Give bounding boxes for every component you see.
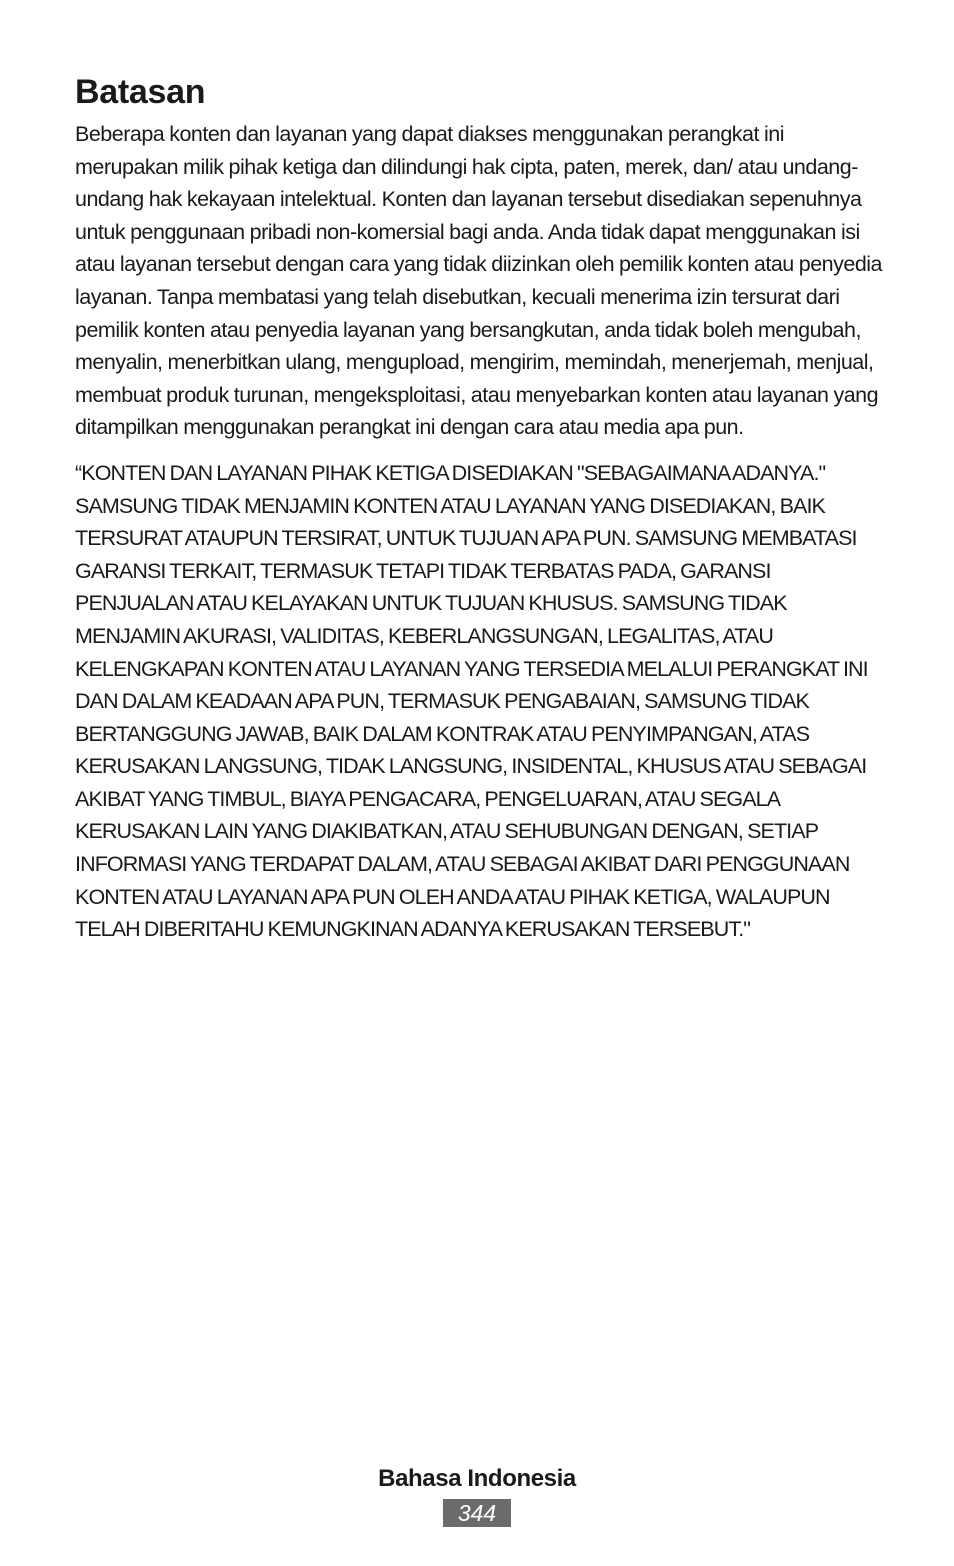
page-number-container	[0, 1499, 954, 1527]
section-title: Batasan	[75, 73, 206, 111]
page-number: 344	[443, 1499, 511, 1527]
footer-language: Bahasa Indonesia	[378, 1465, 576, 1492]
disclaimer-paragraph: “KONTEN DAN LAYANAN PIHAK KETIGA DISEDIAKAN "SEBAGAIMANA ADANYA." SAMSUNG TIDAK MENJAMIN KONTEN ATAU LAYANAN YANG DISEDIAKAN, BAIK TERSURAT ATAUPUN TERSIRAT, UNTUK TUJUAN APA PUN. SAMSUNG MEMBATASI GARANSI TERKAIT, TERMASUK TETAPI TIDAK TERBATAS PADA, GARANSI PENJUALAN ATAU KELAYAKAN UNTUK TUJUAN KHUSUS. SAMSUNG TIDAK MENJAMIN AKURASI, VALIDITAS, KEBERLANGSUNGAN, LEGALITAS, ATAU KELENGKAPAN KONTEN ATAU LAYANAN YANG TERSEDIA MELALUI PERANGKAT INI DAN DALAM KEADAAN APA PUN, TERMASUK PENGABAIAN, SAMSUNG TIDAK BERTANGGUNG JAWAB, BAIK DALAM KONTRAK ATAU PENYIMPANGAN, ATAS KERUSAKAN LANGSUNG, TIDAK LANGSUNG, INSIDENTAL, KHUSUS ATAU SEBAGAI AKIBAT YANG TIMBUL, BIAYA PENGACARA, PENGELUARAN, ATAU SEGALA KERUSAKAN LAIN YANG DIAKIBATKAN, ATAU SEHUBUNGAN DENGAN, SETIAP INFORMASI YANG TERDAPAT DALAM, ATAU SEBAGAI AKIBAT DARI PENGGUNAAN KONTEN ATAU LAYANAN APA PUN OLEH ANDA ATAU PIHAK KETIGA, WALAUPUN TELAH DIBERITAHU KEMUNGKINAN ADANYA KERUSAKAN TERSEBUT."	[75, 460, 868, 942]
main-content	[75, 72, 887, 946]
page-footer	[0, 1462, 954, 1527]
body-paragraph: Beberapa konten dan layanan yang dapat diakses menggunakan perangkat ini merupakan milik pihak ketiga dan dilindungi hak cipta, paten, merek, dan/ atau undang-undang hak kekayaan intelektual. Konten dan layanan tersebut disediakan sepenuhnya untuk penggunaan pribadi non-komersial bagi anda. Anda tidak dapat menggunakan isi atau layanan tersebut dengan cara yang tidak diizinkan oleh pemilik konten atau penyedia layanan. Tanpa membatasi yang telah disebutkan, kecuali menerima izin tersurat dari pemilik konten atau penyedia layanan yang bersangkutan, anda tidak boleh mengubah, menyalin, menerbitkan ulang, mengupload, mengirim, memindah, menerjemah, menjual, membuat produk turunan, mengeksploitasi, atau menyebarkan konten atau layanan yang ditampilkan menggunakan perangkat ini dengan cara atau media apa pun.	[75, 122, 883, 440]
